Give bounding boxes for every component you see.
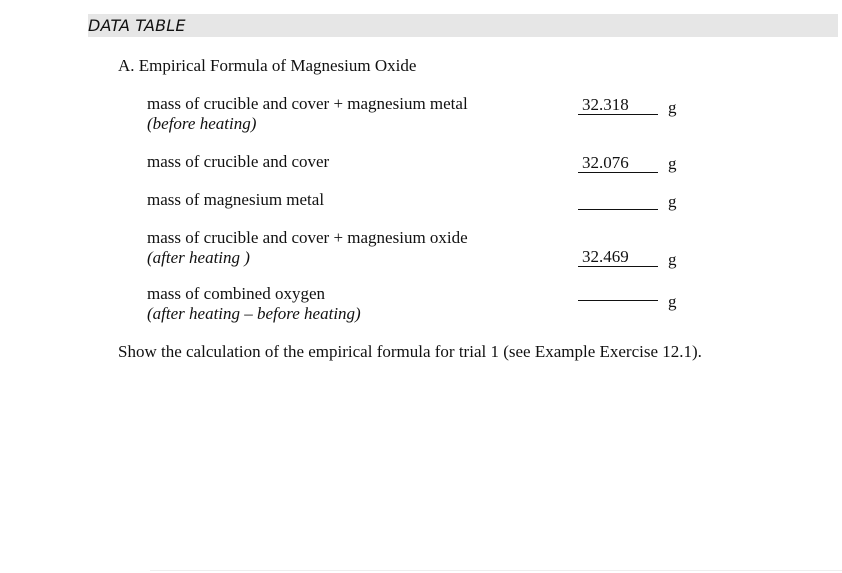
unit-label: g [668,250,677,269]
value-text: 32.469 [582,247,629,266]
unit-label: g [668,192,677,211]
row-label-text: mass of combined oxygen [147,284,325,303]
unit-label: g [668,292,677,311]
header-band [88,14,838,37]
value-text: 32.318 [582,95,629,114]
unit-label: g [668,154,677,173]
page-divider [150,570,842,571]
row-sublabel-text: (before heating) [147,114,257,133]
value-text: 32.076 [582,153,629,172]
instruction-text: Show the calculation of the empirical formula for trial 1 (see Example Exercise 12.1). [118,342,702,361]
row-label-crucible-cover-magnesium [147,94,468,134]
row-label-text: mass of crucible and cover + magnesium metal [147,94,468,113]
value-field-magnesium-metal[interactable] [578,191,658,210]
page-title: DATA TABLE [88,16,186,35]
row-label-text: mass of magnesium metal [147,190,325,209]
unit-label: g [668,98,677,117]
row-label-text: mass of crucible and cover + magnesium oxide [147,228,468,247]
row-sublabel-text: (after heating – before heating) [147,304,361,323]
value-field-crucible-cover-magnesium[interactable] [578,96,658,115]
value-field-crucible-cover-oxide[interactable] [578,248,658,267]
value-field-crucible-cover[interactable] [578,154,658,173]
row-sublabel-text: (after heating ) [147,248,250,267]
row-label-crucible-cover-oxide [147,228,468,268]
row-label-crucible-cover [147,152,329,172]
row-label-combined-oxygen [147,284,361,324]
row-label-magnesium-metal [147,190,324,210]
value-field-combined-oxygen[interactable] [578,282,658,301]
row-label-text: mass of crucible and cover [147,152,330,171]
section-title: A. Empirical Formula of Magnesium Oxide [118,56,417,75]
